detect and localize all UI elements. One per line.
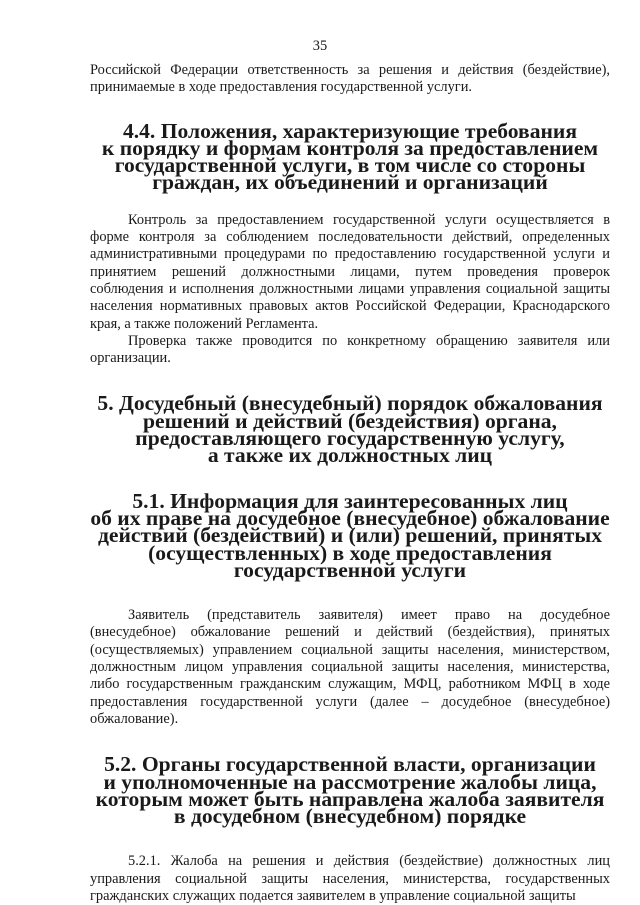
heading-line: граждан, их объединений и организаций xyxy=(152,170,548,195)
paragraph-5-2-1: 5.2.1. Жалоба на решения и действия (бездействие) должностных лиц управления социальной защиты населения, министерства, государственных гражданских служащих подается заявителем в управление социальной защиты xyxy=(90,853,610,904)
paragraph-continuation: Российской Федерации ответственность за решения и действия (бездействие), принимаемые в ходе предоставления государственной услуги. xyxy=(90,62,610,96)
heading-line: об их праве на досудебное (внесудебное) обжалование xyxy=(90,505,610,530)
section-heading-5-2 xyxy=(90,752,610,829)
heading-line: и уполномоченные на рассмотрение жалобы лица, xyxy=(103,769,597,794)
heading-line: 5.1. Информация для заинтересованных лиц xyxy=(132,488,568,513)
section-heading-5 xyxy=(90,391,610,468)
heading-line: решений и действий (бездействия) органа, xyxy=(143,408,557,433)
paragraph-check: Проверка также проводится по конкретному обращению заявителя или организации. xyxy=(90,332,610,367)
heading-line: которым может быть направлена жалоба заявителя xyxy=(95,786,605,811)
heading-line: к порядку и формам контроля за предоставлением xyxy=(101,135,599,160)
paragraph-applicant-rights: Заявитель (представитель заявителя) имеет право на досудебное (внесудебное) обжалование решений и действий (бездействия), принятых (осуществляемых) управлением социальной защиты населения, министерством, должностным лицом управления социальной защиты населения, министерства, либо государственным гражданским служащим, МФЦ, работником МФЦ в ходе предоставления государственной услуги (далее – досудебное (внесудебное) обжалование). xyxy=(90,607,610,727)
paragraph-control: Контроль за предоставлением государственной услуги осуществляется в форме контроля за соблюдением последовательности действий, определенных административными процедурами по предоставлению государственной услуги и принятием решений должностными лицами, путем проведения проверок соблюдения и исполнения должностными лицами управления социальной защиты населения нормативных правовых актов Российской Федерации, Краснодарского края, а также положений Регламента. xyxy=(90,211,610,332)
heading-line: а также их должностных лиц xyxy=(207,443,493,468)
document-body xyxy=(90,62,610,905)
section-heading-4-4 xyxy=(90,118,610,195)
heading-line: предоставляющего государственную услугу, xyxy=(135,426,565,451)
section-heading-5-1 xyxy=(90,488,610,582)
heading-line: государственной услуги, в том числе со стороны xyxy=(114,153,586,178)
heading-line: 5.2. Органы государственной власти, организации xyxy=(104,752,596,777)
heading-line: государственной услуги xyxy=(233,557,467,582)
heading-line: действий (бездействий) и (или) решений, принятых xyxy=(98,523,602,548)
page-number: 35 xyxy=(312,38,328,54)
heading-line: (осуществленных) в ходе предоставления xyxy=(148,540,552,565)
heading-line: 4.4. Положения, характеризующие требования xyxy=(122,118,578,143)
heading-line: в досудебном (внесудебном) порядке xyxy=(173,804,527,829)
heading-line: 5. Досудебный (внесудебный) порядок обжалования xyxy=(97,391,603,416)
